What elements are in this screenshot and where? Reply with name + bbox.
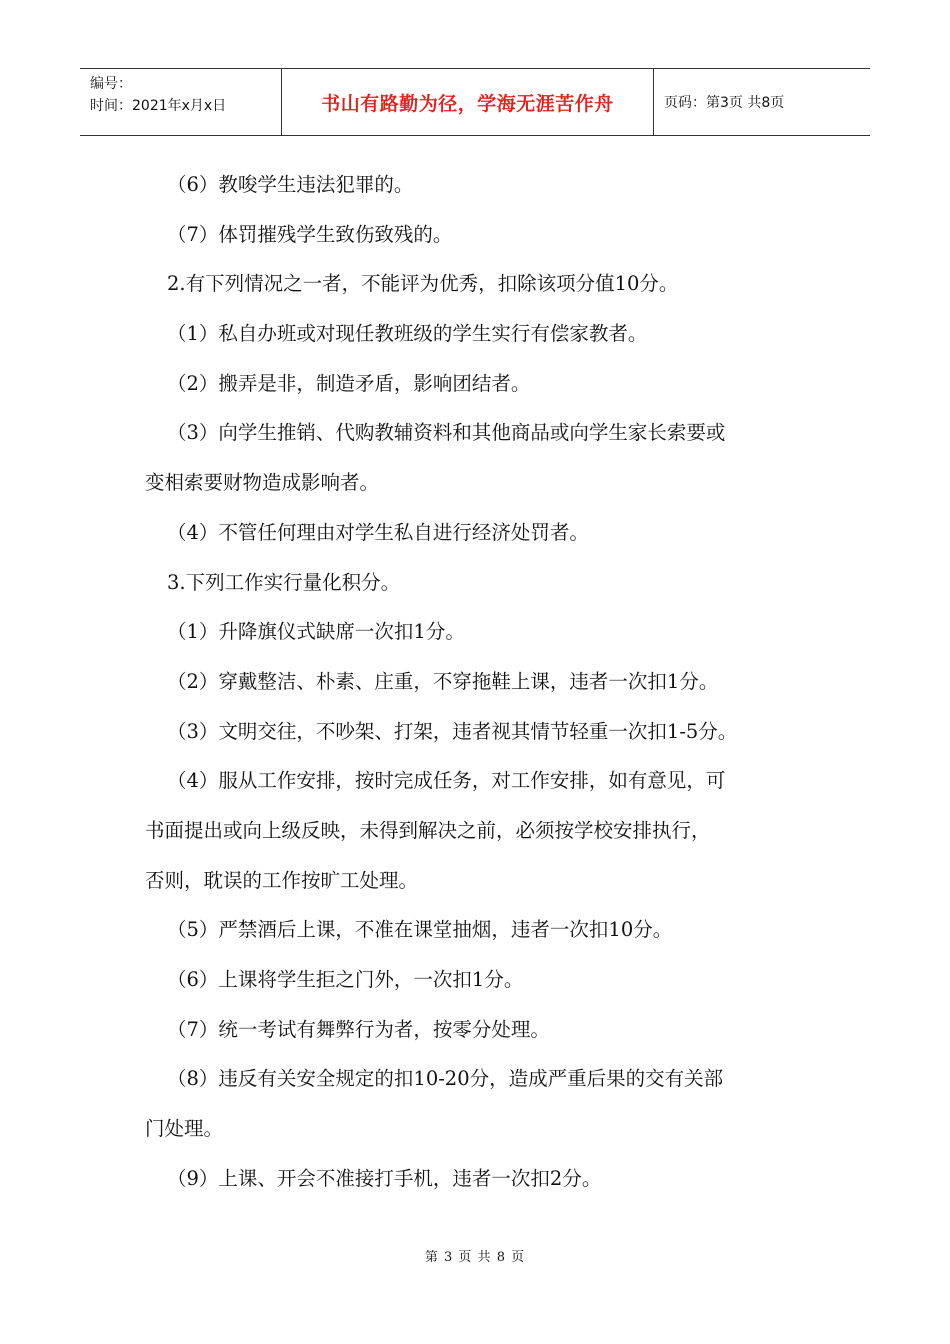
paragraph-line: 书面提出或向上级反映，未得到解决之前，必须按学校安排执行， [145, 818, 711, 842]
paragraph-line: （6）上课将学生拒之门外，一次扣1分。 [167, 968, 524, 991]
paragraph-line: （7）体罚摧残学生致伤致残的。 [167, 222, 453, 246]
page-footer: 第 3 页 共 8 页 [424, 1250, 526, 1265]
paragraph-line: （5）严禁酒后上课，不准在课堂抽烟，违者一次扣10分。 [167, 918, 673, 942]
header-page-number: 页码：第3页 共8页 [664, 95, 785, 111]
paragraph-line: 否则，耽误的工作按旷工处理。 [145, 868, 419, 892]
paragraph-line: 门处理。 [145, 1117, 224, 1141]
paragraph-line: 变相索要财物造成影响者。 [145, 471, 380, 495]
header-meta [80, 69, 282, 135]
document-body [145, 160, 810, 1203]
paragraph-line: （3）文明交往，不吵架、打架，违者视其情节轻重一次扣1-5分。 [167, 719, 738, 743]
paragraph-line: （6）教唆学生违法犯罪的。 [167, 173, 414, 196]
document-time-label: 时间：2021年x月x日 [90, 98, 227, 114]
paragraph-line: 3.下列工作实行量化积分。 [167, 570, 401, 594]
paragraph-line: （1）私自办班或对现任教班级的学生实行有偿家教者。 [167, 322, 648, 346]
paragraph-line: （1）升降旗仪式缺席一次扣1分。 [167, 620, 465, 644]
document-number-label: 编号： [90, 76, 132, 92]
paragraph-line: （3）向学生推销、代购教辅资料和其他商品或向学生家长索要或 [167, 421, 726, 445]
paragraph-line: （2）穿戴整洁、朴素、庄重，不穿拖鞋上课，违者一次扣1分。 [167, 669, 719, 693]
paragraph-line: （9）上课、开会不准接打手机，违者一次扣2分。 [167, 1166, 602, 1190]
paragraph-line: 2.有下列情况之一者，不能评为优秀，扣除该项分值10分。 [167, 272, 679, 296]
paragraph-line: （4）服从工作安排，按时完成任务，对工作安排，如有意见，可 [167, 769, 726, 793]
paragraph-line: （4）不管任何理由对学生私自进行经济处罚者。 [167, 520, 589, 544]
header-motto: 书山有路勤为径，学海无涯苦作舟 [282, 69, 654, 135]
paragraph-line: （8）违反有关安全规定的扣10-20分，造成严重后果的交有关部 [167, 1067, 724, 1091]
page-header [80, 68, 870, 136]
paragraph-line: （2）搬弄是非，制造矛盾，影响团结者。 [167, 371, 531, 395]
paragraph-line: （7）统一考试有舞弊行为者，按零分处理。 [167, 1017, 550, 1041]
